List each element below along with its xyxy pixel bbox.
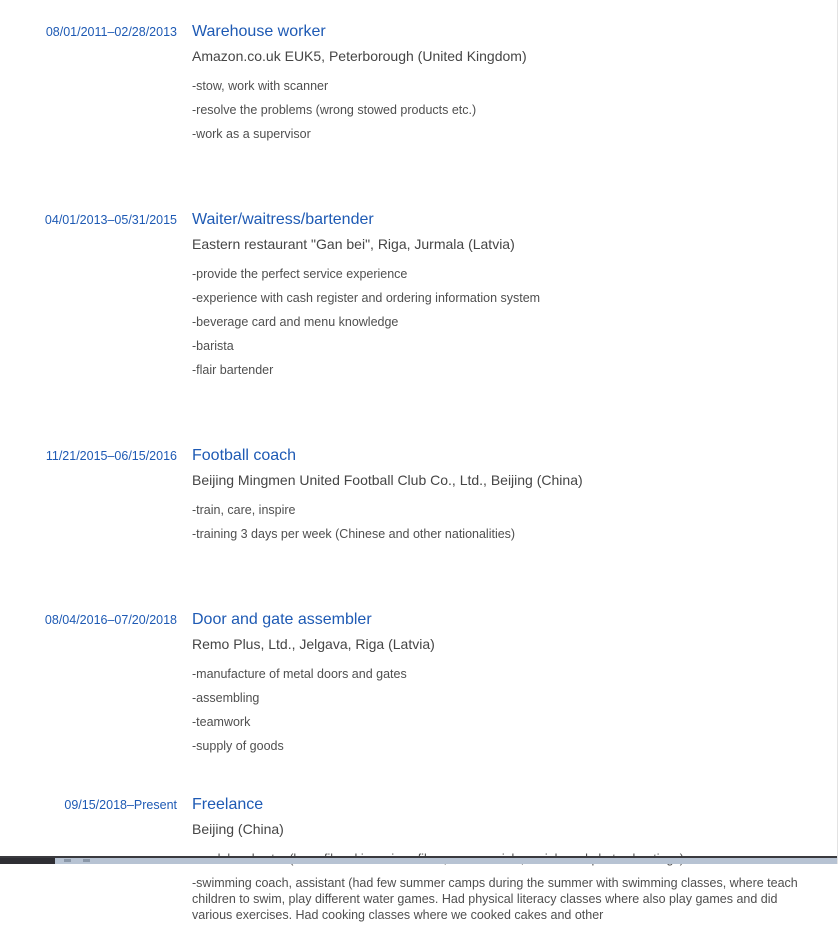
experience-entry	[0, 210, 837, 386]
entry-body	[192, 610, 837, 762]
entry-organization: Eastern restaurant "Gan bei", Riga, Jurmala (Latvia)	[192, 236, 515, 252]
entry-job-title: Warehouse worker	[192, 23, 326, 40]
entry-duty-item: -flair bartender	[192, 363, 274, 377]
window-bottom-edge	[0, 856, 837, 864]
entry-duty-item: -swimming coach, assistant (had few summer camps during the summer with swimming classes, where teach children to swim, play different water games. Had physical literacy classes where also play games and did various exercises. Had cooking classes where we cooked cakes and other	[192, 876, 798, 922]
entry-body	[192, 22, 837, 150]
entry-duty-item: -experience with cash register and ordering information system	[192, 291, 541, 305]
entry-job-title: Freelance	[192, 796, 264, 813]
entry-date-range: 09/15/2018–Present	[64, 798, 177, 812]
experience-entry	[0, 446, 837, 550]
experience-entry	[0, 22, 837, 150]
experience-entry	[0, 610, 837, 762]
entry-duty-item: -resolve the problems (wrong stowed products etc.)	[192, 103, 477, 117]
entry-job-title: Football coach	[192, 447, 297, 464]
titlebar-tick-icon	[83, 859, 90, 862]
background-window-titlebar-sliver[interactable]	[55, 858, 837, 864]
entry-duty-item: -supply of goods	[192, 739, 284, 753]
background-window-strip[interactable]	[0, 858, 837, 864]
entry-date-range: 04/01/2013–05/31/2015	[44, 213, 177, 227]
entry-duty-item: -beverage card and menu knowledge	[192, 315, 399, 329]
entry-body	[192, 446, 837, 550]
titlebar-tick-icon	[64, 859, 71, 862]
entry-duties-list	[192, 666, 814, 754]
entry-duty-item: -teamwork	[192, 715, 251, 729]
background-window-dark-segment[interactable]	[0, 858, 55, 864]
entry-duties-list	[192, 266, 814, 378]
entry-job-title: Waiter/waitress/bartender	[192, 211, 374, 228]
entry-organization: Remo Plus, Ltd., Jelgava, Riga (Latvia)	[192, 636, 435, 652]
entry-organization: Beijing (China)	[192, 821, 284, 837]
entry-duty-item: -stow, work with scanner	[192, 79, 329, 93]
entry-date-range: 08/04/2016–07/20/2018	[44, 613, 177, 627]
entry-duty-item: -barista	[192, 339, 234, 353]
entry-duties-list	[192, 502, 814, 542]
entry-body	[192, 210, 837, 386]
work-experience-list	[0, 22, 837, 931]
entry-organization: Amazon.co.uk EUK5, Peterborough (United Kingdom)	[192, 48, 527, 64]
entry-duty-item: -assembling	[192, 691, 260, 705]
entry-date-range: 08/01/2011–02/28/2013	[45, 25, 177, 39]
entry-duty-item: -work as a supervisor	[192, 127, 311, 141]
entry-job-title: Door and gate assembler	[192, 611, 372, 628]
entry-duties-list	[192, 78, 814, 142]
entry-duty-item: -provide the perfect service experience	[192, 267, 408, 281]
entry-duty-item: -manufacture of metal doors and gates	[192, 667, 407, 681]
entry-duty-item: -training 3 days per week (Chinese and other nationalities)	[192, 527, 516, 541]
entry-organization: Beijing Mingmen United Football Club Co., Ltd., Beijing (China)	[192, 472, 583, 488]
entry-duty-item: -train, care, inspire	[192, 503, 296, 517]
entry-date-range: 11/21/2015–06/15/2016	[45, 449, 177, 463]
